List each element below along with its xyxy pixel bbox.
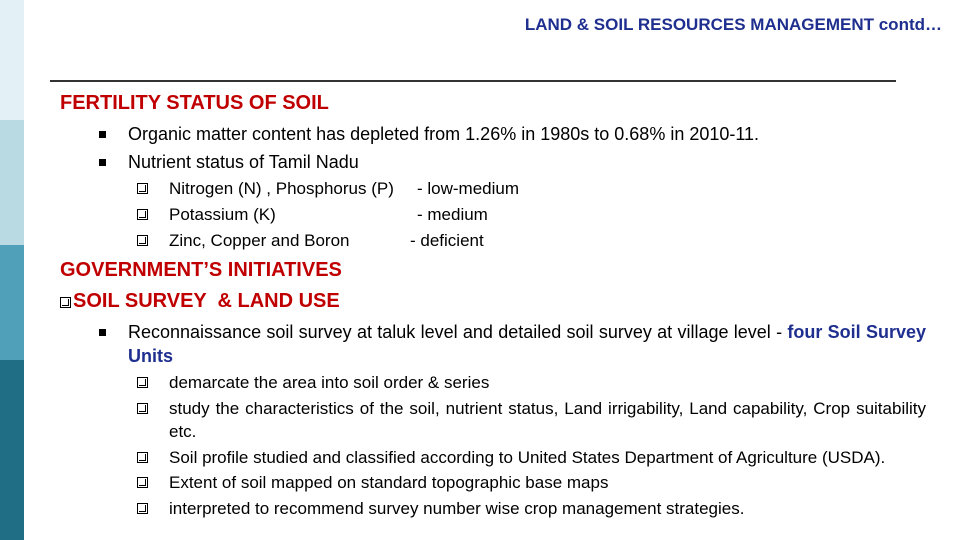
- hollow-square-icon: [137, 183, 148, 194]
- fertility-heading: FERTILITY STATUS OF SOIL: [60, 92, 329, 114]
- bullet-square-icon: [99, 159, 106, 166]
- slide-header: LAND & SOIL RESOURCES MANAGEMENT contd…: [524, 15, 942, 34]
- survey-task: interpreted to recommend survey number wise crop management strategies.: [169, 499, 745, 518]
- survey-task: Extent of soil mapped on standard topographic base maps: [169, 473, 609, 492]
- bullet-square-icon: [99, 329, 106, 336]
- government-heading: GOVERNMENT’S INITIATIVES: [60, 259, 342, 281]
- sidebar-band: [0, 0, 24, 120]
- survey-text: Reconnaissance soil survey at taluk level and detailed soil survey at village level -: [128, 322, 783, 342]
- nutrient-status: - medium: [417, 205, 488, 224]
- sidebar-band: [0, 360, 24, 540]
- survey-task: demarcate the area into soil order & series: [169, 373, 490, 392]
- survey-task: Soil profile studied and classified according to United States Department of Agriculture (USDA).: [169, 448, 886, 467]
- nutrient-name: Zinc, Copper and Boron: [169, 231, 350, 250]
- hollow-square-icon: [137, 235, 148, 246]
- nutrient-status: - deficient: [410, 231, 484, 250]
- sidebar-decoration: [0, 0, 24, 540]
- hollow-square-icon: [137, 209, 148, 220]
- hollow-square-icon: [137, 403, 148, 414]
- sidebar-band: [0, 120, 24, 245]
- hollow-square-icon: [137, 452, 148, 463]
- nutrient-name: Nitrogen (N) , Phosphorus (P): [169, 179, 394, 198]
- nutrient-name: Potassium (K): [169, 205, 276, 224]
- header-divider: [50, 80, 896, 82]
- hollow-square-icon: [137, 503, 148, 514]
- soil-survey-subheading: SOIL SURVEY & LAND USE: [73, 290, 340, 312]
- hollow-square-icon: [137, 377, 148, 388]
- sidebar-band: [0, 245, 24, 360]
- survey-highlight: Soil Survey Units: [128, 322, 926, 366]
- nutrient-status: - low-medium: [417, 179, 520, 198]
- hollow-square-icon: [137, 477, 148, 488]
- bullet-nutrient-status: Nutrient status of Tamil Nadu: [128, 152, 359, 172]
- bullet-square-icon: [99, 131, 106, 138]
- hollow-square-icon: [60, 297, 71, 308]
- survey-paragraph: [128, 320, 926, 368]
- survey-highlight: four: [787, 322, 823, 342]
- survey-task: study the characteristics of the soil, nutrient status, Land irrigability, Land capability, Crop suitability etc.: [169, 399, 926, 441]
- bullet-organic-matter: Organic matter content has depleted from 1.26% in 1980s to 0.68% in 2010-11.: [128, 124, 760, 144]
